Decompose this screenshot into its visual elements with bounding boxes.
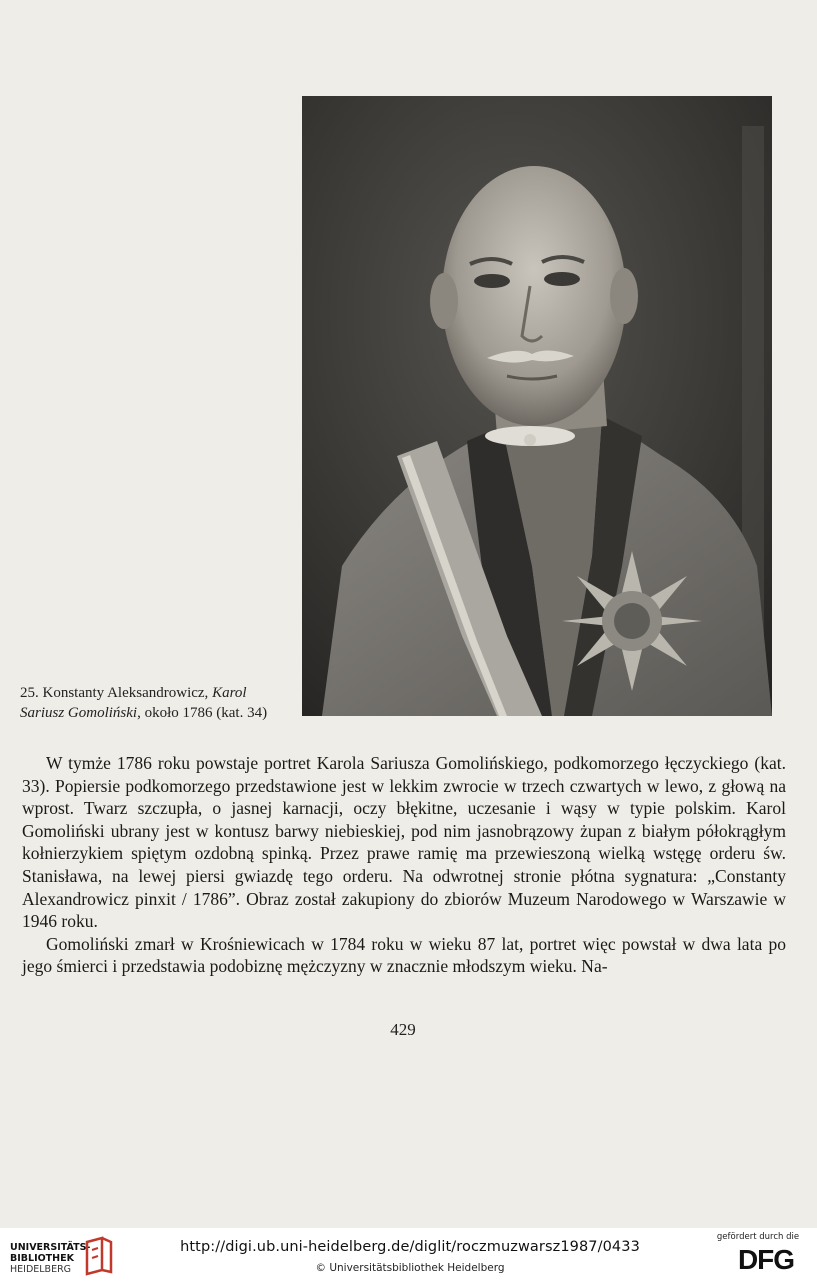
library-name: UNIVERSITÄTS- BIBLIOTHEK HEIDELBERG [10,1242,91,1275]
portrait-image [302,96,772,716]
page-number: 429 [390,1020,416,1039]
caption-line-1: 25. Konstanty Aleksandrowicz, Karol [20,685,247,701]
copyright-notice: © Universitätsbibliothek Heidelberg [315,1262,505,1274]
footer-bar [0,1228,817,1283]
funded-by-label: gefördert durch die [716,1232,800,1242]
dfg-logo: DFG [737,1244,795,1275]
source-url-link[interactable]: http://digi.ub.uni-heidelberg.de/diglit/roczmuzwarsz1987/0433 [180,1239,640,1255]
caption-line-2: Sariusz Gomoliński, około 1786 (kat. 34) [20,705,268,721]
figure-caption [20,683,300,723]
paragraph-2: Gomoliński zmarł w Krośniewicach w 1784 roku w wieku 87 lat, portret więc powstał w dwa lata po jego śmierci i przedstawia podobiznę mężczyzny w znacznie młodszym wieku. Na- [22,933,786,977]
paragraph-1: W tymże 1786 roku powstaje portret Karola Sariusza Gomolińskiego, podkomorzego łęczyckiego (kat. 33). Popiersie podkomorzego przedstawione jest w lekkim zwrocie w trzech czwartych w lewo, z głową na wprost. Twarz szczupła, o jasnej karnacji, oczy błękitne, uczesanie i wąsy w typie polskim. Karol Gomoliński ubrany jest w kontusz barwy niebieskiej, pod nim jasnobrązowy żupan z białym półokrągłym kołnierzykiem spiętym ozdobną spinką. Przez prawe ramię ma przewieszoną wielką wstęgę orderu św. Stanisława, na lewej piersi gwiazdę tego orderu. Na odwrotnej stronie płótna sygnatura: „Constanty Alexandrowicz pinxit / 1786”. Obraz został zakupiony do zbiorów Muzeum Narodowego w Warszawie w 1946 roku. [22,753,786,932]
library-logo-icon [84,1236,114,1280]
portrait-illustration [302,96,772,716]
body-text [22,752,786,978]
